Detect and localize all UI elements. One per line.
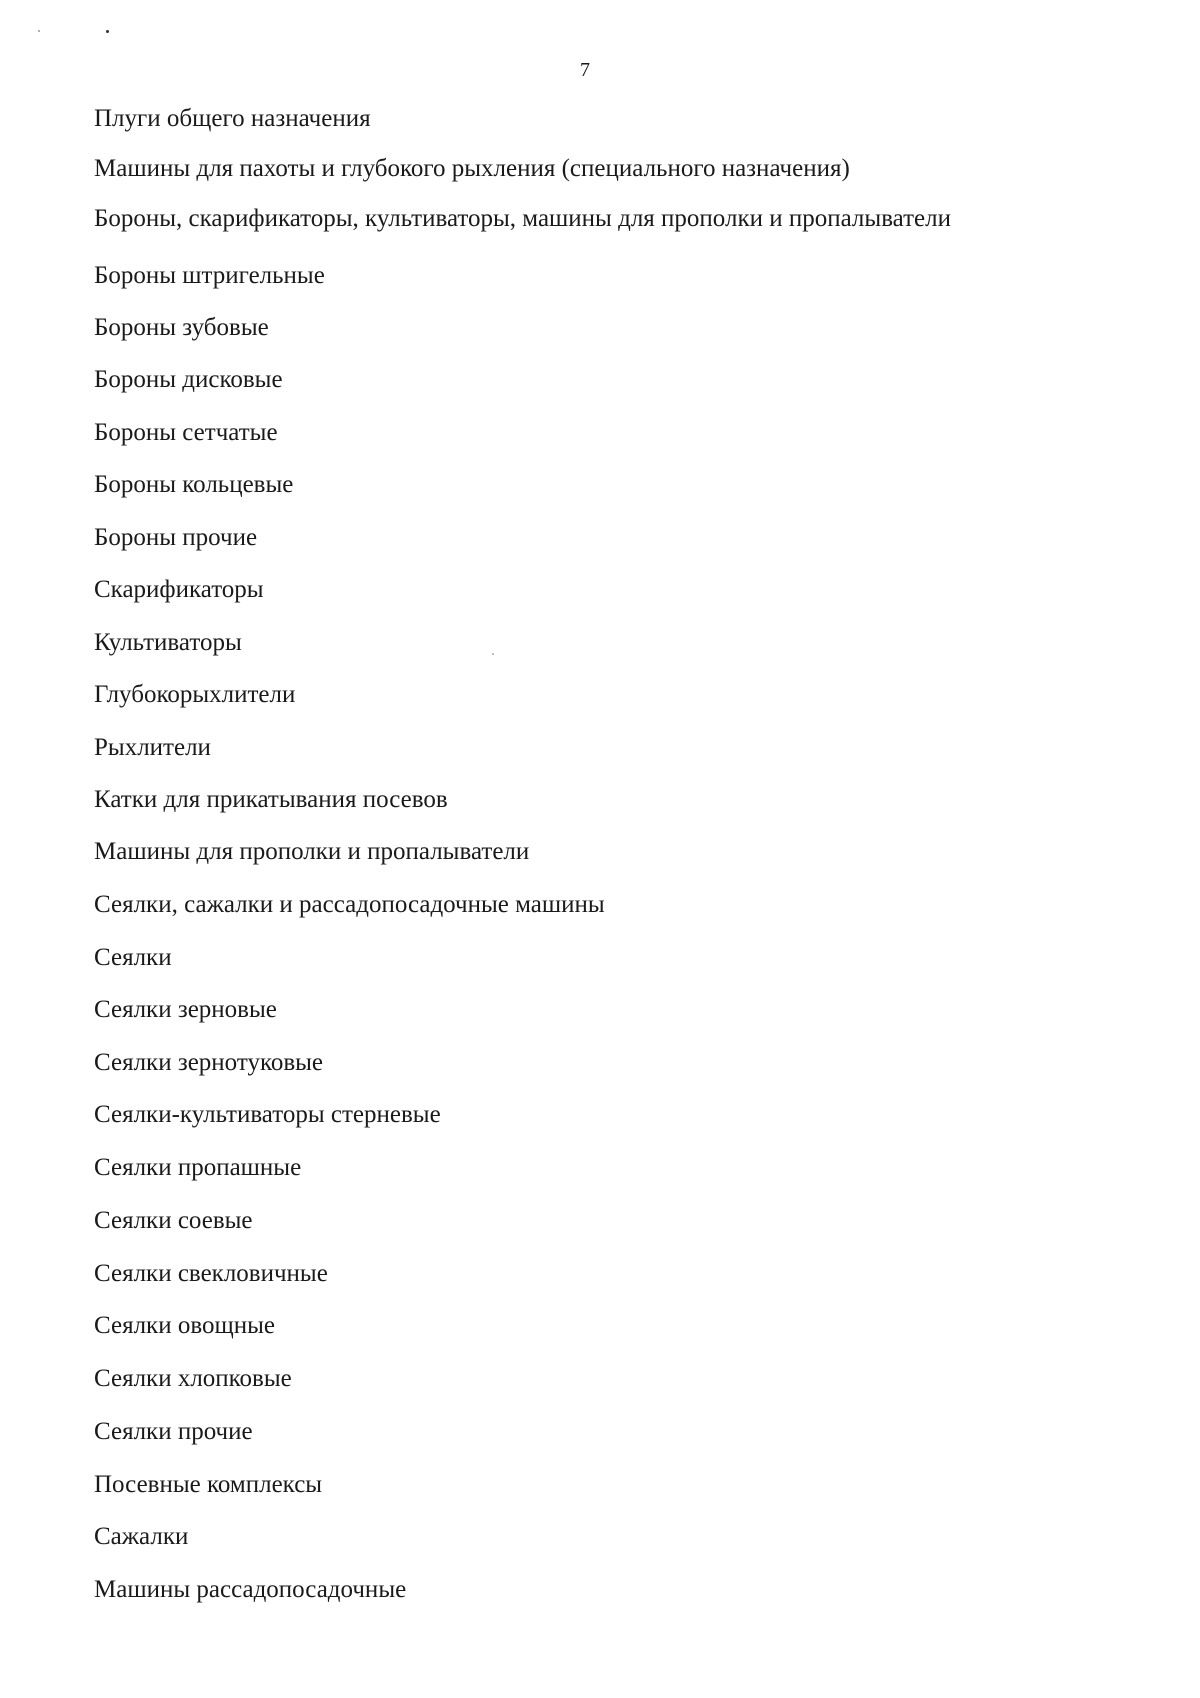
list-item: Катки для прикатывания посевов: [94, 786, 448, 813]
list-item: Машины рассадопосадочные: [94, 1576, 407, 1603]
list-item: Скарификаторы: [94, 576, 264, 603]
list-item: Глубокорыхлители: [94, 681, 296, 708]
list-item: Сажалки: [94, 1523, 189, 1550]
list-item: Сеялки соевые: [94, 1207, 253, 1234]
list-item: Сеялки хлопковые: [94, 1365, 292, 1392]
list-item: Бороны кольцевые: [94, 471, 294, 498]
list-item: Машины для пахоты и глубокого рыхления (специального назначения): [94, 155, 850, 182]
scan-artifact-dot: [492, 653, 494, 655]
list-item: Сеялки зернотуковые: [94, 1049, 324, 1076]
list-item: Сеялки-культиваторы стерневые: [94, 1101, 441, 1128]
list-item: Бороны сетчатые: [94, 419, 278, 446]
list-item: Сеялки пропашные: [94, 1154, 302, 1181]
list-item: Сеялки, сажалки и рассадопосадочные машины: [94, 891, 605, 918]
list-item: Посевные комплексы: [94, 1471, 323, 1498]
list-item: Сеялки свекловичные: [94, 1260, 328, 1287]
list-item: Культиваторы: [94, 629, 242, 656]
list-item: Машины для прополки и пропалыватели: [94, 838, 530, 865]
list-item: Сеялки овощные: [94, 1312, 275, 1339]
list-item: Плуги общего назначения: [94, 105, 371, 132]
list-item: Сеялки прочие: [94, 1418, 253, 1445]
list-item: Рыхлители: [94, 734, 211, 761]
scan-artifact-dot: [106, 30, 109, 33]
list-item: Бороны штригельные: [94, 262, 325, 289]
list-item: Бороны зубовые: [94, 314, 269, 341]
list-item: Бороны дисковые: [94, 366, 283, 393]
list-item: Бороны прочие: [94, 524, 258, 551]
page-number: 7: [580, 59, 590, 81]
list-item: Сеялки: [94, 944, 172, 971]
list-item: Бороны, скарификаторы, культиваторы, машины для прополки и пропалыватели: [94, 205, 951, 232]
scan-artifact-dot: [38, 30, 40, 32]
list-item: Сеялки зерновые: [94, 996, 277, 1023]
